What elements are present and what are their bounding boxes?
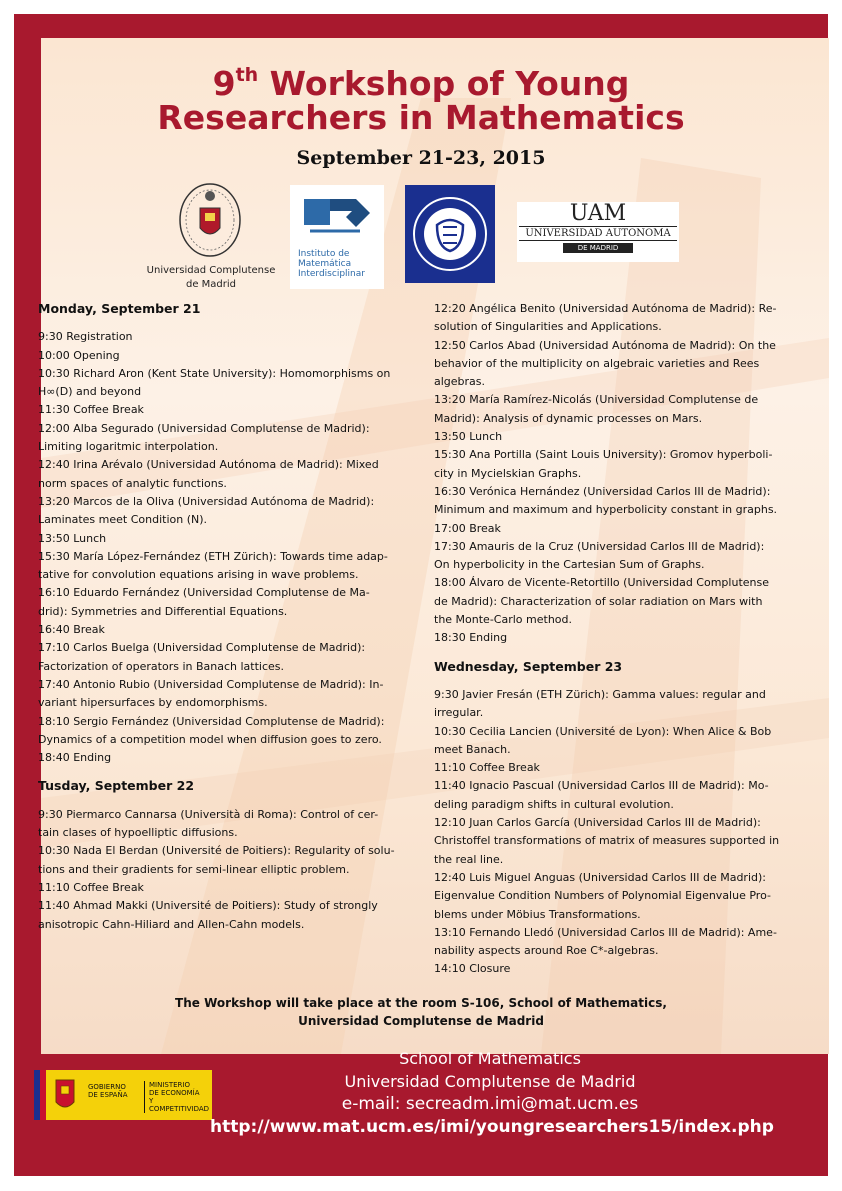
schedule-line: 18:00 Álvaro de Vicente-Retortillo (Universidad Complutense (434, 576, 769, 590)
contact-url[interactable]: http://www.mat.ucm.es/imi/youngresearchers15/index.php (210, 1116, 774, 1137)
schedule-line: 18:30 Ending (434, 631, 508, 645)
schedule-line: 13:20 Marcos de la Oliva (Universidad Autónoma de Madrid): (38, 494, 375, 508)
gov-line3: MINISTERIO (149, 1081, 190, 1089)
schedule-line: tain clases of hypoelliptic diffusions. (38, 826, 238, 840)
schedule-line: Dynamics of a competition model when diffusion goes to zero. (38, 732, 382, 746)
schedule-left-column (38, 300, 398, 934)
schedule-line: blems under Möbius Transformations. (434, 907, 641, 921)
spacer (434, 648, 796, 658)
schedule-line: variant hipersurfaces by endomorphisms. (38, 696, 268, 710)
schedule-line: 16:10 Eduardo Fernández (Universidad Complutense de Ma- (38, 586, 370, 600)
schedule-line: Limiting logaritmic interpolation. (38, 440, 219, 454)
gov-line4: DE ECONOMÍA (149, 1089, 200, 1097)
schedule-line: de Madrid): Characterization of solar radiation on Mars with (434, 594, 763, 608)
schedule-line: H∞(D) and beyond (38, 385, 142, 399)
gov-line5: Y COMPETITIVIDAD (149, 1097, 210, 1113)
schedule-line: 10:30 Richard Aron (Kent State University): Homomorphisms on (38, 366, 391, 380)
schedule-line: On hyperbolicity in the Cartesian Sum of Graphs. (434, 558, 705, 572)
poster-title-line2: Researchers in Mathematics (157, 98, 685, 137)
schedule-line: city in Mycielskian Graphs. (434, 466, 582, 480)
ucm-caption (136, 264, 286, 292)
schedule-line: anisotropic Cahn-Hiliard and Allen-Cahn models. (38, 917, 305, 931)
wednesday-schedule (434, 686, 796, 979)
schedule-line: 13:50 Lunch (434, 430, 503, 444)
schedule-line: 9:30 Piermarco Cannarsa (Università di Roma): Control of cer- (38, 807, 379, 821)
schedule-line: 13:10 Fernando Lledó (Universidad Carlos III de Madrid): Ame- (434, 925, 777, 939)
contact-block (210, 1048, 774, 1138)
schedule-line: Christoffel transformations of matrix of measures supported in (434, 834, 780, 848)
contact-email[interactable]: e-mail: secreadm.imi@mat.ucm.es (341, 1094, 639, 1114)
spacer (38, 767, 398, 777)
schedule-line: 13:50 Lunch (38, 531, 107, 545)
schedule-line: drid): Symmetries and Differential Equations. (38, 604, 288, 618)
carlos-iii-seal-logo (405, 185, 495, 283)
schedule-line: 16:30 Verónica Hernández (Universidad Carlos III de Madrid): (434, 484, 771, 498)
schedule-line: 10:00 Opening (38, 348, 120, 362)
monday-schedule (38, 328, 398, 767)
schedule-line: 12:20 Angélica Benito (Universidad Autónoma de Madrid): Re- (434, 302, 777, 315)
schedule-line: 11:40 Ahmad Makki (Université de Poitiers): Study of strongly (38, 899, 378, 913)
ucm-crest-logo (175, 180, 245, 260)
gov-line2: DE ESPAÑA (88, 1091, 128, 1099)
schedule-line: 13:20 María Ramírez-Nicolás (Universidad Complutense de (434, 393, 759, 407)
schedule-line: behavior of the multiplicity on algebraic varieties and Rees (434, 356, 760, 370)
imi-mark-icon (290, 185, 384, 245)
contact-school: School of Mathematics (399, 1049, 581, 1068)
venue-info (0, 994, 842, 1030)
schedule-line: 17:30 Amauris de la Cruz (Universidad Carlos III de Madrid): (434, 539, 765, 553)
schedule-line: 14:10 Closure (434, 962, 511, 976)
schedule-line: Laminates meet Condition (N). (38, 513, 208, 527)
schedule-line: the Monte-Carlo method. (434, 613, 572, 627)
uam-logo-text: UAM (569, 201, 627, 226)
schedule-line: 12:10 Juan Carlos García (Universidad Carlos III de Madrid): (434, 816, 761, 830)
tuesday-schedule (38, 806, 398, 934)
schedule-line: 17:40 Antonio Rubio (Universidad Complutense de Madrid): In- (38, 677, 384, 691)
imi-line1: Instituto de (298, 249, 350, 259)
gobierno-espana-logo (34, 1070, 212, 1120)
tuesday-schedule-continued (434, 300, 796, 648)
schedule-line: tative for convolution equations arising in wave problems. (38, 568, 359, 582)
uam-logo-sub1: UNIVERSIDAD AUTONOMA (519, 226, 677, 241)
schedule-line: deling paradigm shifts in cultural evolution. (434, 797, 674, 811)
schedule-line: 15:30 Ana Portilla (Saint Louis University): Gromov hyperboli- (434, 448, 773, 462)
schedule-line: 11:10 Coffee Break (434, 761, 540, 775)
schedule-line: solution of Singularities and Applications. (434, 320, 662, 334)
schedule-line: 16:40 Break (38, 623, 105, 637)
imi-logo (290, 185, 384, 289)
uam-logo-sub2: DE MADRID (563, 243, 633, 253)
schedule-line: meet Banach. (434, 742, 511, 756)
venue-line1: The Workshop will take place at the room S-106, School of Mathematics, (175, 996, 667, 1010)
schedule-line: 11:10 Coffee Break (38, 880, 144, 894)
schedule-line: 12:40 Irina Arévalo (Universidad Autónoma de Madrid): Mixed (38, 458, 379, 472)
schedule-line: 10:30 Nada El Berdan (Université de Poitiers): Regularity of solu- (38, 844, 395, 858)
schedule-line: 17:10 Carlos Buelga (Universidad Complutense de Madrid): (38, 641, 366, 655)
schedule-line: 17:00 Break (434, 521, 501, 535)
event-dates: September 21-23, 2015 (296, 147, 546, 169)
schedule-right-column (434, 300, 796, 979)
imi-line3: Interdisciplinar (298, 269, 365, 279)
schedule-line: 10:30 Cecilia Lancien (Université de Lyon): When Alice & Bob (434, 724, 772, 738)
schedule-line: Madrid): Analysis of dynamic processes on Mars. (434, 411, 703, 425)
schedule-line: 12:40 Luis Miguel Anguas (Universidad Carlos III de Madrid): (434, 870, 766, 884)
uam-logo (517, 202, 679, 262)
schedule-line: 18:40 Ending (38, 751, 112, 765)
schedule-line: Factorization of operators in Banach lattices. (38, 659, 285, 673)
poster-title-line1: 9th Workshop of Young (212, 64, 630, 103)
schedule-line: 12:00 Alba Segurado (Universidad Complutense de Madrid): (38, 421, 370, 435)
schedule-line: 9:30 Javier Fresán (ETH Zürich): Gamma values: regular and (434, 687, 766, 701)
gov-line1: GOBIERNO (88, 1083, 126, 1091)
schedule-line: norm spaces of analytic functions. (38, 476, 227, 490)
schedule-line: 11:30 Coffee Break (38, 403, 144, 417)
schedule-line: algebras. (434, 375, 486, 389)
schedule-line: 9:30 Registration (38, 330, 133, 344)
schedule-line: the real line. (434, 852, 504, 866)
schedule-line: Minimum and maximum and hyperbolicity constant in graphs. (434, 503, 778, 517)
venue-line2: Universidad Complutense de Madrid (298, 1014, 544, 1028)
contact-university: Universidad Complutense de Madrid (344, 1071, 636, 1091)
ucm-caption-line1: Universidad Complutense (146, 265, 276, 276)
wednesday-heading: Wednesday, September 23 (434, 658, 623, 674)
schedule-line: 11:40 Ignacio Pascual (Universidad Carlos III de Madrid): Mo- (434, 779, 769, 793)
schedule-line: tions and their gradients for semi-linear elliptic problem. (38, 862, 350, 876)
schedule-line: 12:50 Carlos Abad (Universidad Autónoma de Madrid): On the (434, 338, 776, 352)
tuesday-heading: Tusday, September 22 (38, 778, 195, 794)
ucm-caption-line2: de Madrid (185, 279, 237, 290)
schedule-line: 15:30 María López-Fernández (ETH Zürich): Towards time adap- (38, 549, 388, 563)
imi-line2: Matemática (298, 259, 352, 269)
schedule-line: nability aspects around Roe C*-algebras. (434, 944, 659, 958)
schedule-line: irregular. (434, 706, 484, 720)
schedule-line: Eigenvalue Condition Numbers of Polynomial Eigenvalue Pro- (434, 889, 771, 903)
monday-heading: Monday, September 21 (38, 301, 201, 316)
schedule-line: 18:10 Sergio Fernández (Universidad Complutense de Madrid): (38, 714, 385, 728)
